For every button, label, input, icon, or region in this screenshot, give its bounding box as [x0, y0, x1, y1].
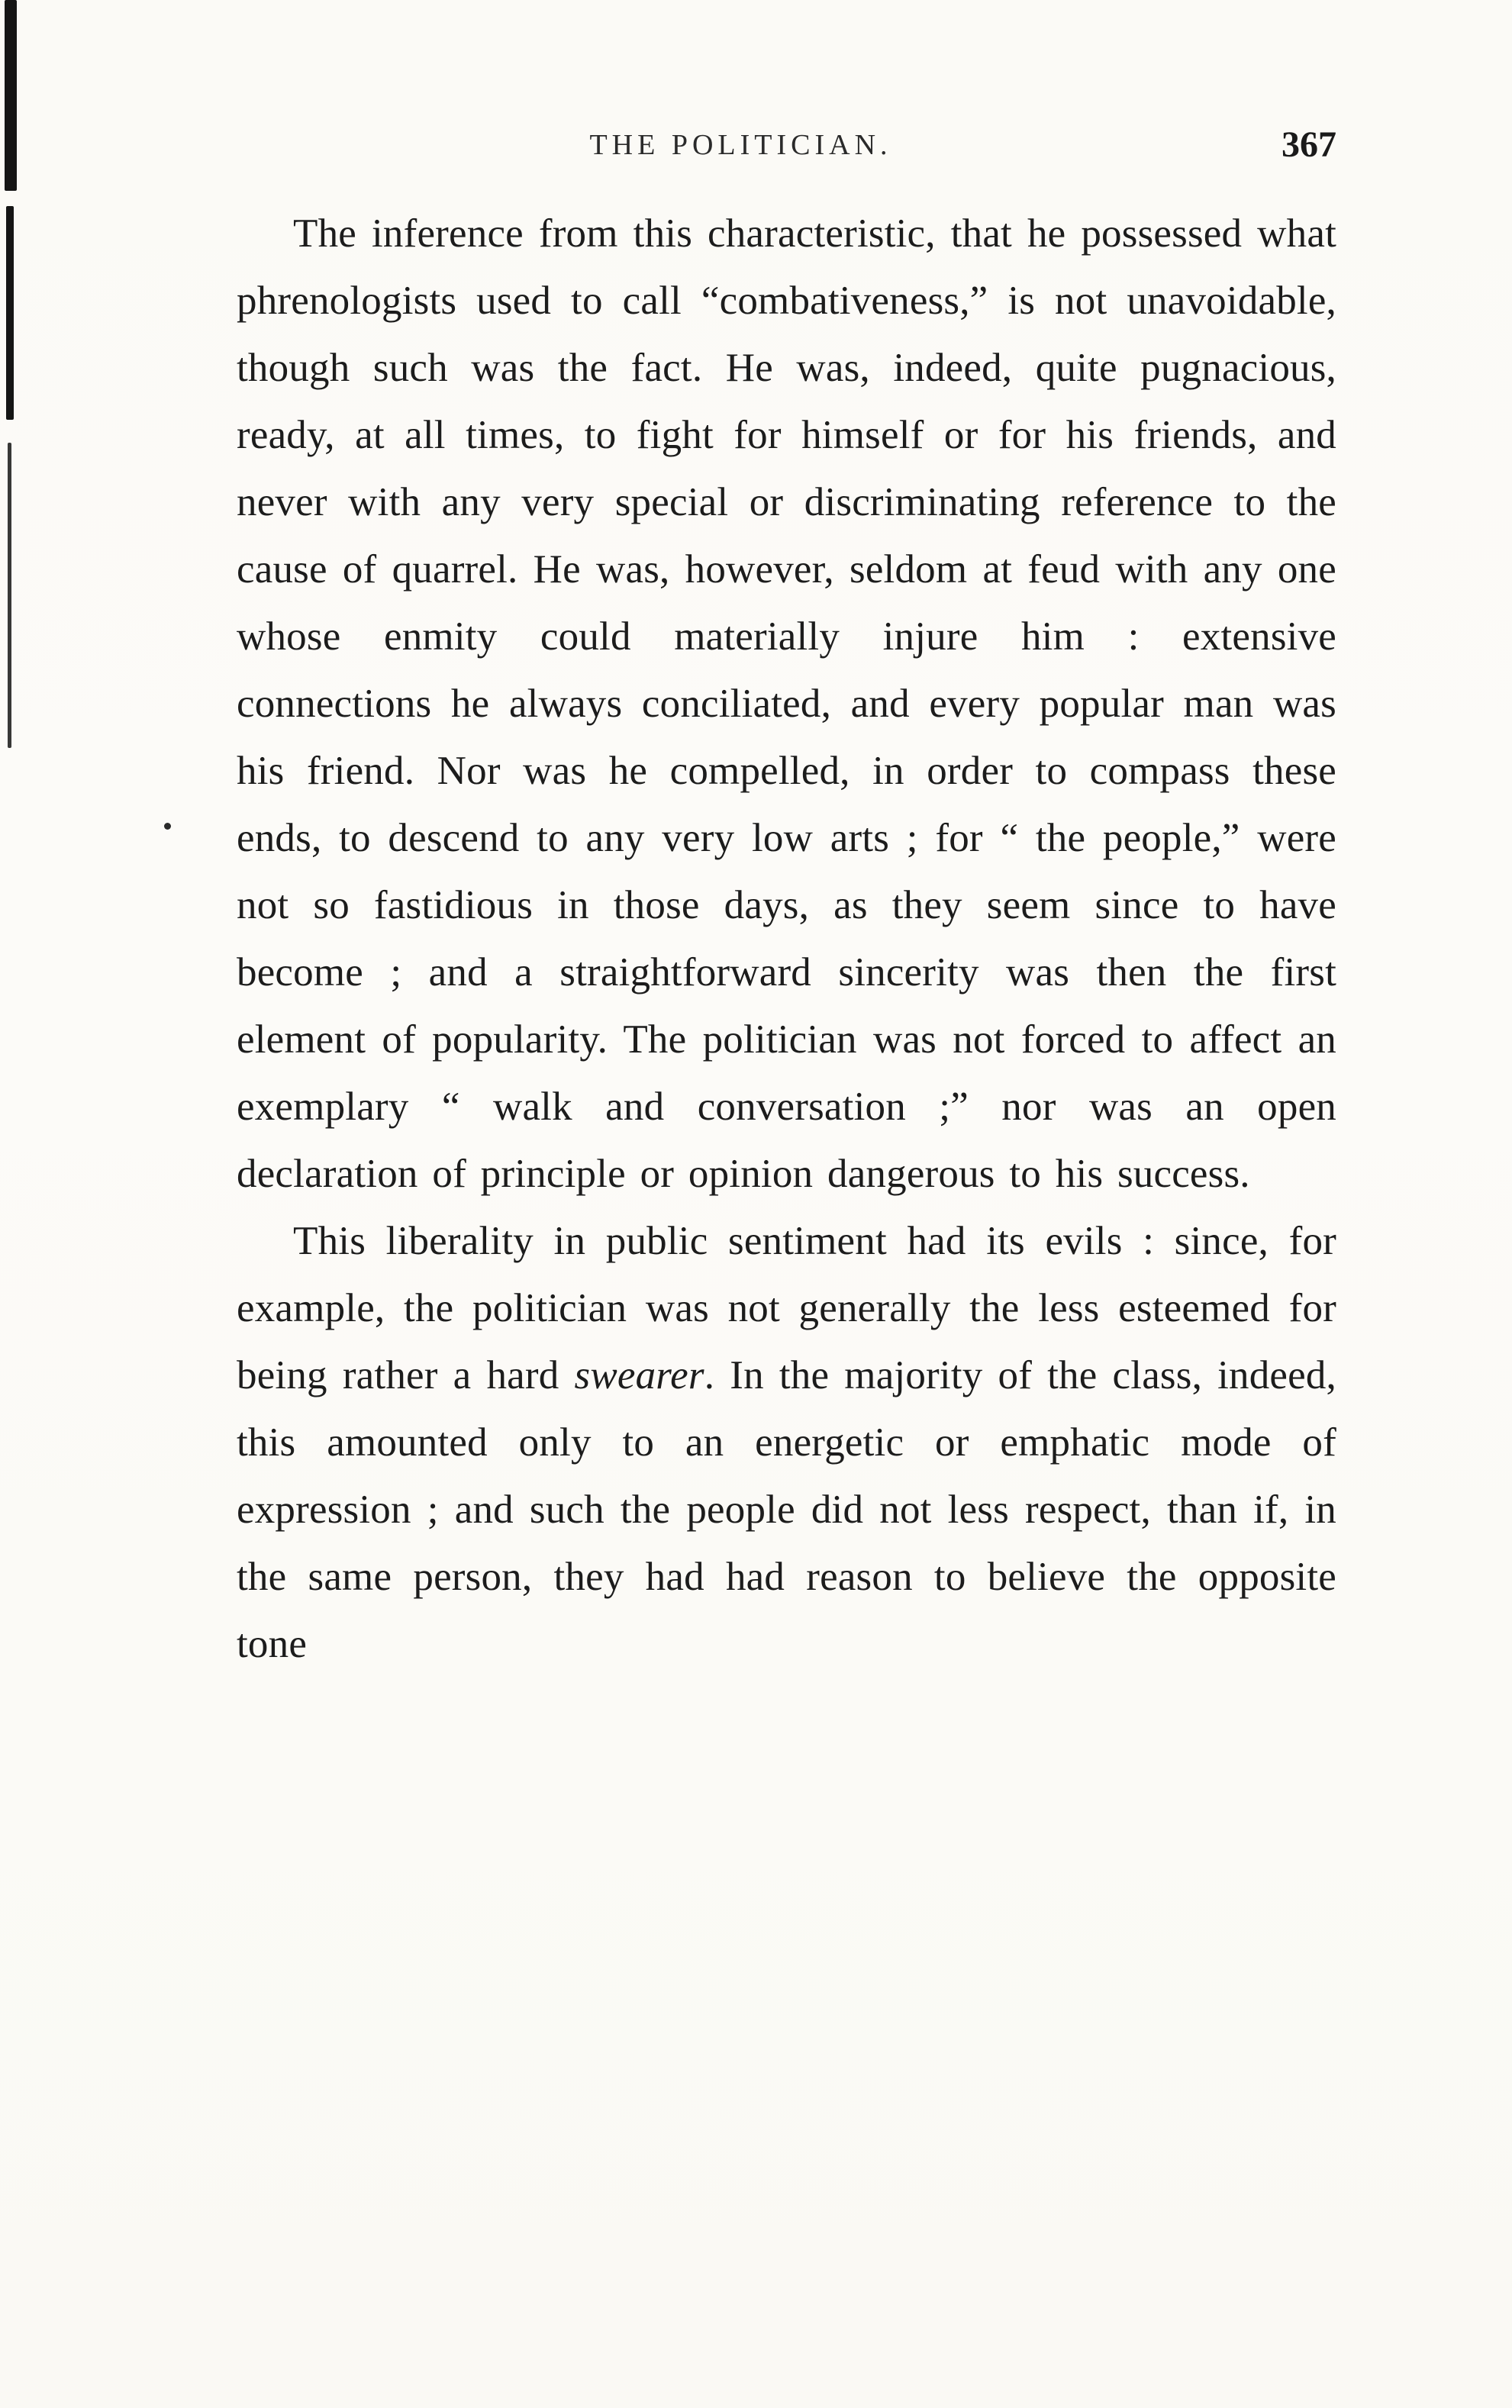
paragraph-1: [237, 200, 1336, 1207]
scan-artifact: [8, 443, 11, 748]
paragraph-2: [237, 1207, 1336, 1678]
paragraph-2-text-post: . In the majority of the class, indeed, this amounted only to an energetic or emphatic mode of expression ; and such the people did not less respect, than if, in the same person, they had had reason to believe the opposite tone: [237, 1353, 1337, 1666]
scan-artifact: [5, 0, 17, 191]
page-number: 367: [1281, 124, 1336, 165]
paragraph-2-italic-word: swearer: [574, 1353, 704, 1397]
scan-speck: [164, 823, 171, 830]
scan-artifact: [6, 206, 14, 420]
paragraph-2-text-pre: This liberality in public sentiment had its evils : since, for example, the politician was not generally the less esteemed for being rather a hard: [237, 1219, 1336, 1397]
page-header: [237, 124, 1336, 182]
body-text: [237, 200, 1336, 1678]
paragraph-1-text: The inference from this characteristic, that he possessed what phrenologists used to call “combativeness,” is not unavoidable, though such was the fact. He was, indeed, quite pugnacious, ready, at all times, to fight for himself or for his friends, and never with any very special or discriminating reference to the cause of quarrel. He was, however, seldom at feud with any one whose enmity could materially injure him : extensive connections he always conciliated, and every popular man was his friend. Nor was he compelled, in order to compass these ends, to descend to any very low arts ; for “ the people,” were not so fastidious in those days, as they seem since to have become ; and a straightforward sincerity was then the first element of popularity. The politician was not forced to affect an exemplary “ walk and conversation ;” nor was an open declaration of principle or opinion dangerous to his success.: [237, 211, 1336, 1196]
running-title: THE POLITICIAN.: [589, 129, 892, 161]
